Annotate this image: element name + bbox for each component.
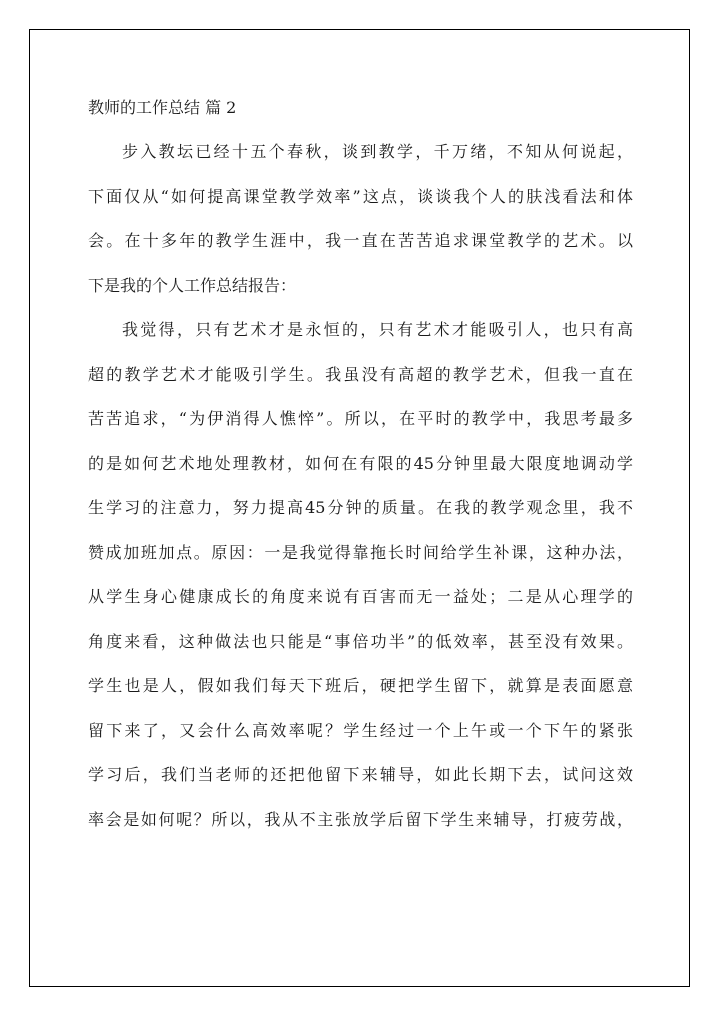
text-line: 率会是如何呢？所以，我从不主张放学后留下学生来辅导，打疲劳战，	[88, 809, 633, 829]
document-body	[88, 96, 633, 852]
text-line: 下是我的个人工作总结报告：	[88, 275, 297, 295]
text-line: 的是如何艺术地处理教材，如何在有限的45分钟里最大限度地调动学	[88, 453, 633, 473]
document-title: 教师的工作总结 篇 2	[88, 98, 237, 117]
text-line: 会。在十多年的教学生涯中，我一直在苦苦追求课堂教学的艺术。以	[88, 231, 633, 250]
text-line: 学生也是人，假如我们每天下班后，硬把学生留下，就算是表面愿意	[88, 676, 633, 695]
text-line: 步入教坛已经十五个春秋，谈到教学，千万绪，不知从何说起，	[122, 142, 633, 161]
text-line: 超的教学艺术才能吸引学生。我虽没有高超的教学艺术，但我一直在	[88, 364, 633, 384]
text-line: 我觉得，只有艺术才是永恒的，只有艺术才能吸引人，也只有高	[122, 320, 633, 339]
text-line: 苦苦追求，“为伊消得人憔悴”。所以，在平时的教学中，我思考最多	[88, 409, 633, 428]
text-line: 赞成加班加点。原因：一是我觉得靠拖长时间给学生补课，这种办法，	[88, 542, 633, 562]
text-line: 生学习的注意力，努力提高45分钟的质量。在我的教学观念里，我不	[88, 498, 633, 517]
text-line: 留下来了，又会什么高效率呢？学生经过一个上午或一个下午的紧张	[88, 720, 633, 740]
text-line: 角度来看，这种做法也只能是“事倍功半”的低效率，甚至没有效果。	[88, 631, 633, 651]
text-line: 学习后，我们当老师的还把他留下来辅导，如此长期下去，试问这效	[88, 765, 633, 784]
text-line: 从学生身心健康成长的角度来说有百害而无一益处；二是从心理学的	[88, 587, 633, 606]
text-line: 下面仅从“如何提高课堂教学效率”这点，谈谈我个人的肤浅看法和体	[88, 186, 633, 206]
